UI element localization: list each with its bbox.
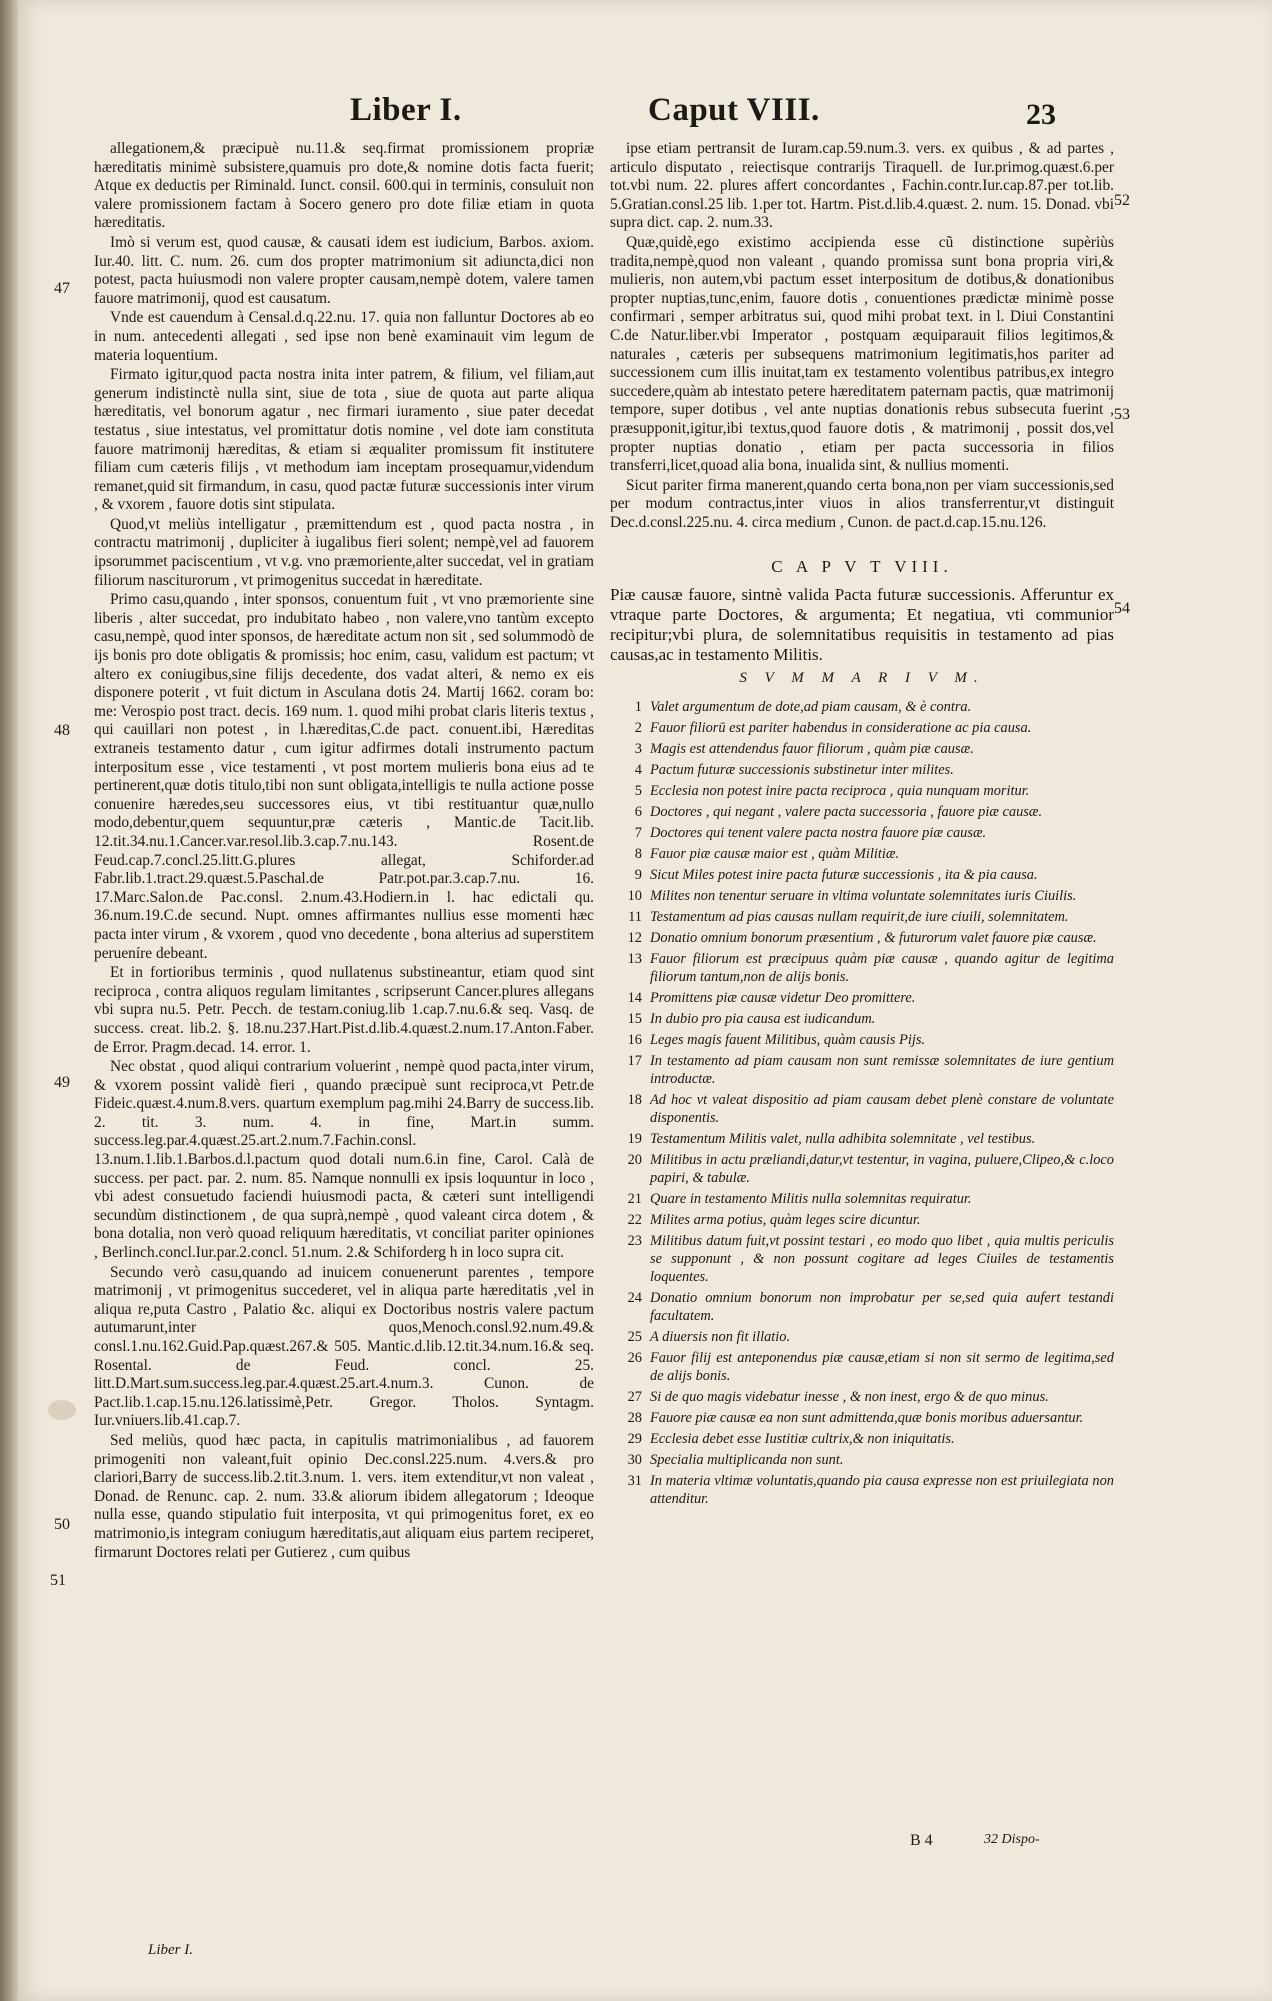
summary-item-text: In dubio pro pia causa est iudicandum. [650,1010,876,1027]
summary-item-number: 3 [634,740,642,757]
paragraph: Nec obstat , quod aliqui contrarium voluerint , nempè quod pacta,inter virum, & vxorem possint validè fieri , quando præcipuè sunt reciproca,vt Petr.de Fideic.quæst.4.num.8.vers. quartum exemplum pag.mihi 24.Barry de success.lib. 2. tit. 3. num. 4. in fine, Mart.in summ. success.leg.par.4.quæst.25.art.2.num.7.Fachin.consl. 13.num.1.lib.1.Barbos.d.l.pactum quod dotali num.6.in fine, Carol. Calà de success. per pact. par. 2. num. 85. Namque nonnulli ex ipsis loquuntur in loco , vbi adest consuetudo faciendi huiusmodi pacta, & cæteri sunt intelligendi secundùm distinctionem , de qua suprà,nempè , quod valeant circa dotem , & bona dotalia, non verò quoad reliquum hæreditatis, vt conciliat pariter opiniones , Berlinch.concl.Iur.par.2.concl. 51.num. 2.& Schiforderg h in loco supra cit. [94,1058,594,1262]
summary-item [610,1328,1114,1346]
summary-item [610,1232,1114,1286]
margin-number: 51 [50,1572,66,1589]
margin-number: 53 [1114,406,1130,423]
summary-item-number: 31 [627,1472,642,1489]
summary-item-number: 21 [627,1190,642,1207]
paragraph: Secundo verò casu,quando ad inuicem conuenerunt parentes , tempore matrimonij , vt primogenitus succederet, vel in aliqua parte hæreditatis ,vel in aliqua re,puta Castro , Palatio &c. aliqui ex Doctoribus nostris valere pactum autumarunt,inter quos,Menoch.consl.92.num.49.& consl.1.nu.162.Guid.Pap.quæst.267.& 505. Mantic.d.lib.12.tit.34.num.16.& seq. Rosental. de Feud. concl. 25. litt.D.Mart.sum.success.leg.par.4.quæst.25.art.4.num.3. Cunon. de Pact.lib.1.cap.15.nu.126.latissimè,Petr. Gregor. Tholos. Syntagm. Iur.vniuers.lib.41.cap.7. [94,1263,594,1430]
summary-item-text: Valet argumentum de dote,ad piam causam, & è contra. [650,698,972,715]
paragraph: ipse etiam pertransit de Iuram.cap.59.num.3. vers. ex quibus , & ad partes , articulo disputato , reiectisque contrarijs Tiraquell. de Iur.primog.quæst.6.per tot.vbi num. 22. plures affert concordantes , Fachin.contr.Iur.cap.87.per tot.lib. 5.Gratian.consl.25 lib. 1.per tot. Hartm. Pist.d.lib.4.quæst. 2. num. 15. Donad. vbi supra dict. cap. 2. num.33. [610,140,1114,232]
summary-item [610,1451,1114,1469]
paper-stain [48,1400,76,1420]
right-text-column [610,140,1114,1800]
paragraph: allegationem,& præcipuè nu.11.& seq.firmat promissionem propriæ hæreditatis minimè subsistere,quamuis pro dote,& nomine dotis facta fuerit; Atque ex deductis per Riminald. Iunct. consil. 600.qui in terminis, consuluit non valere promissionem factam à Socero genero pro dote filiæ etiam in quota hæreditatis. [94,140,594,232]
margin-number: 49 [54,1074,70,1091]
summary-item-text: Ad hoc vt valeat dispositio ad piam causam debet plenè constare de voluntate disponentis. [650,1091,1114,1126]
left-text-column [94,140,594,1932]
page-number: 23 [1026,98,1056,131]
summary-item-number: 10 [627,887,642,904]
summary-item-text: Ecclesia debet esse Iustitiæ cultrix,& non iniquitatis. [650,1430,955,1447]
summary-item-text: Leges magis fauent Militibus, quàm causis Pijs. [650,1031,926,1048]
summary-item-text: Donatio omnium bonorum non improbatur per se,sed quia aufert testandi facultatem. [650,1289,1114,1324]
chapter-title: C A P V T VIII. [771,557,953,577]
summary-item-number: 4 [634,761,642,778]
summary-item [610,740,1114,758]
summary-item-text: Promittens piæ causæ videtur Deo promittere. [650,989,916,1006]
summary-item-text: Testamentum Militis valet, nulla adhibita solemnitate , vel testibus. [650,1130,1036,1147]
paragraph: Imò si verum est, quod causæ, & causati idem est iudicium, Barbos. axiom. Iur.40. litt. C. num. 26. cum dos propter matrimonium sit adiuncta,dici non potest, pacta huiusmodi non valere propter causam,nempè dotem, valere tamen fauore matrimonij, quod est causatum. [94,233,594,307]
summary-item [610,1409,1114,1427]
summary-item-text: Fauor filij est anteponendus piæ causæ,etiam si non sit sermo de legitima,sed de alijs bonis. [650,1349,1114,1384]
summary-item-text: Testamentum ad pias causas nullam requirit,de iure ciuili, solemnitatem. [650,908,1069,925]
summary-item-text: Fauore piæ causæ ea non sunt admittenda,quæ bonis moribus aduersantur. [650,1409,1084,1426]
chapter-description: Piæ causæ fauore, sintnè valida Pacta futuræ successionis. Afferuntur ex vtraque parte Doctores, & argumenta; Et negatiua, vti communior recipitur;vbi plura, de solemnitatibus requisitis in testamento ad pias causas,ac in testamento Militis. [610,585,1114,665]
summary-item [610,719,1114,737]
summary-item-text: Fauor filiorū est pariter habendus in consideratione ac pia causa. [650,719,1032,736]
summary-item [610,1430,1114,1448]
margin-number: 50 [54,1516,70,1533]
summary-item-text: Doctores , qui negant , valere pacta successoria , fauore piæ causæ. [650,803,1043,820]
summary-item-number: 15 [627,1010,642,1027]
summary-item-number: 16 [627,1031,642,1048]
summary-item [610,698,1114,716]
summary-item-text: Milites arma potius, quàm leges scire dicuntur. [650,1211,921,1228]
summary-item-number: 29 [627,1430,642,1447]
summary-item [610,1010,1114,1028]
summary-item-text: Fauor piæ causæ maior est , quàm Militiæ. [650,845,900,862]
summary-item-number: 28 [627,1409,642,1426]
summary-item-number: 17 [627,1052,642,1069]
summary-item-number: 8 [634,845,642,862]
summary-item-text: Fauor filiorum est præcipuus quàm piæ causæ , quando agitur de legitima filiorum tantum,non de alijs bonis. [650,950,1114,985]
summary-item-text: Donatio omnium bonorum præsentium , & futurorum valet fauore piæ causæ. [650,929,1097,946]
summary-item-text: Si de quo magis videbatur inesse , & non inest, ergo & de quo minus. [650,1388,1049,1405]
summary-item [610,1211,1114,1229]
summary-item-text: Militibus datum fuit,vt possint testari , eo modo quo libet , quia multis periculis se supponunt , & non possunt cogitare ad leges Ciuiles de testamentis loquentes. [650,1232,1114,1285]
signature-mark: B 4 [910,1832,933,1849]
running-head-left: Liber I. [350,92,462,128]
summary-item-text: In materia vltimæ voluntatis,quando pia causa expresse non est priuilegiata non attenditur. [650,1472,1114,1507]
summary-item-number: 27 [627,1388,642,1405]
summary-item-number: 23 [627,1232,642,1249]
summary-item-text: Doctores qui tenent valere pacta nostra fauore piæ causæ. [650,824,987,841]
summary-item [610,824,1114,842]
running-header [18,92,1272,144]
paragraph: Quod,vt meliùs intelligatur , præmittendum est , quod pacta nostra , in contractu matrimonij , dupliciter à iugalibus fieri solent; nempè,vel ad fauorem ipsorummet paciscentium , vt v.g. vno præmoriente,alter succedat, vel in gratiam filiorum nasciturorum , vt primogenitus succedat in hæreditate. [94,515,594,589]
paragraph: Primo casu,quando , inter sponsos, conuentum fuit , vt vno præmoriente sine liberis , alter succedat, pro indubitato habeo , non valere,vno tantùm excepto casu,nempè, quod inter sponsos, de hæreditate actum non sit , sed solummodò de ijs bonis pro dote obligatis & promissis; hoc enim, casu, validum est pactum; vt altero ex coniugibus,sine filijs decedente, dos vadat alteri, & nemo ex eis disponere poterit , vt fuit dictum in Asculana dotis 24. Martij 1662. coram bo: me: Verospio post tract. decis. 169 num. 1. quod mihi probat claris literis textus , qui cauillari non potest , in l.hæreditas,C.de pact. conuent.ibi, Hæreditas extraneis testamento datur , cum igitur adfirmes dotali instrumento pactum interpositum esse , vice testamenti , vt post mortem mulieris bona eius ad te pertinerent,quæ dotis titulo,tibi non sunt obligata,intelligis te nulla actione posse conuenire hæredes,seu successores eius, vt tibi restituantur quæ,nullo modo,debentur,quem sequuntur,præ cæteris , Mantic.de Tacit.lib. 12.tit.34.nu.1.Cancer.var.resol.lib.3.cap.7.nu.143. Rosent.de Feud.cap.7.concl.25.litt.G.plures allegat, Schiforder.ad Fabr.lib.1.tract.29.quæst.5.Paschal.de Patr.pot.par.3.cap.7.nu. 16. 17.Marc.Salon.de Pac.consl. 2.num.43.Hodiern.in l. hac edictali qu. 36.num.19.C.de secund. Nupt. omnes affirmantes nullius esse momenti hæc pacta inter virum , & vxorem , quod vno decedente , bona alterius ad superstitem perueníre debeant. [94,591,594,962]
summary-item-number: 2 [634,719,642,736]
summary-item-number: 13 [627,950,642,967]
summary-item-number: 30 [627,1451,642,1468]
margin-number: 47 [54,280,70,297]
summary-item [610,887,1114,905]
summary-list [610,698,1114,1508]
summary-item [610,1052,1114,1088]
summary-item-text: Specialia multiplicanda non sunt. [650,1451,844,1468]
summary-item-text: Pactum futuræ successionis substinetur inter milites. [650,761,954,778]
paragraph: Sicut pariter firma manerent,quando certa bona,non per viam successionis,sed per modum contractus,inter viuos in alios transferrentur,vt distinguit Dec.d.consl.225.nu. 4. circa medium , Cunon. de pact.d.cap.15.nu.126. [610,476,1114,531]
summary-item [610,908,1114,926]
book-page [18,0,1272,2001]
summary-item [610,950,1114,986]
summary-item-number: 5 [634,782,642,799]
summary-item [610,929,1114,947]
summary-title: S V M M A R I V M. [739,670,985,687]
paragraph: Et in fortioribus terminis , quod nullatenus substineantur, etiam quod sint reciproca , contra aliquos regulam limitantes , scripserunt Cancer.plures allegans vbi supra nu.5. Petr. Pecch. de testam.coniug.lib 1.cap.7.nu.6.& seq. Vasq. de success. creat. lib.2. §. 18.nu.237.Hart.Pist.d.lib.4.quæst.2.num.17.Anton.Faber. de Error. Pragm.decad. 14. error. 1. [94,964,594,1056]
margin-number: 54 [1114,600,1130,617]
summary-item [610,1388,1114,1406]
summary-item-number: 24 [627,1289,642,1306]
margin-number: 52 [1114,192,1130,209]
summary-item [610,761,1114,779]
summary-item-number: 26 [627,1349,642,1366]
summary-item [610,1190,1114,1208]
summary-item-number: 25 [627,1328,642,1345]
summary-item-text: A diuersis non fit illatio. [650,1328,791,1345]
summary-item-number: 11 [628,908,642,925]
summary-item [610,1130,1114,1148]
summary-item-number: 9 [634,866,642,883]
catchword-left: Liber I. [148,1942,193,1958]
summary-item [610,989,1114,1007]
catchword-right: 32 Dispo- [984,1832,1040,1847]
summary-item [610,782,1114,800]
margin-number: 48 [54,722,70,739]
summary-item [610,1091,1114,1127]
summary-item-number: 20 [627,1151,642,1168]
summary-item-number: 14 [627,989,642,1006]
summary-item-text: Militibus in actu præliandi,datur,vt testentur, in vagina, puluere,Clipeo,& c.loco papiri, & tabulæ. [650,1151,1114,1186]
summary-item [610,866,1114,884]
paragraph: Quæ,quidè,ego existimo accipienda esse cũ distinctione supèriùs tradita,nempè,quod non valeant , quando promissa sunt bona propria viri,& mulieris, non autem,vbi pactum esset interpositum de dotibus,& donationibus propter nuptias,tunc,enim, fauore dotis , conuentiones prædictæ minimè posse confirmari , semper arbitratus sui, quod mihi probat text. in l. Diui Constantini C.de Natur.liber.vbi Imperator , postquam æquiparauit filios legitimos,& naturales , cæteris per subsequens matrimonium legitimatis,hos pariter ad successionem cum illis inuitat,tam ex testamento volentibus patribus,ex integro succedere,quàm ab intestato petere hæreditatem paternam pactis, quæ matrimonij tempore, super dotibus , vel ante nuptias donationis rebus subsecuta fuerint , præsupponit,igitur,ibi textus,quod fauore dotis , & matrimonij , possit dos,vel propter nuptias donatio , etiam per pacta successoria in filios transferri,licet,quoad alia bona, inualida sint, & nullius momenti. [610,233,1114,475]
summary-item [610,803,1114,821]
paragraph: Sed meliùs, quod hæc pacta, in capitulis matrimonialibus , ad fauorem primogeniti non valeant,fuit opinio Dec.consl.225.num. 4.vers.& pro clariori,Barry de success.lib.2.tit.3.num. 1. vers. item extenditur,vt non valeat , Donad. de Renunc. cap. 2. num. 33.& aliorum ibidem allegatorum ; Ideoque nulla esse, quando stipulatio fuit interposita, vt qui primogenitus foret, ex eo matrimonio,is integram coniugum hæreditatis,aut aliquam eius partem reciperet, firmarunt Doctores relati per Gutierez , cum quibus [94,1431,594,1561]
summary-item-text: Sicut Miles potest inire pacta futuræ successionis , ita & pia causa. [650,866,1038,883]
summary-item-number: 18 [627,1091,642,1108]
summary-item-text: Magis est attendendus fauor filiorum , quàm piæ causæ. [650,740,974,757]
summary-item-number: 22 [627,1211,642,1228]
summary-item [610,845,1114,863]
summary-item-text: Milites non tenentur seruare in vltima voluntate solemnitates iuris Ciuilis. [650,887,1077,904]
paragraph: Vnde est cauendum à Censal.d.q.22.nu. 17. quia non falluntur Doctores ab eo in num. antecedenti allegati , sed ipse non benè examinauit vim legum de materia loquentium. [94,309,594,364]
summary-item-number: 6 [634,803,642,820]
summary-item-text: Quare in testamento Militis nulla solemnitas requiratur. [650,1190,972,1207]
summary-item-number: 19 [627,1130,642,1147]
summary-item-number: 12 [627,929,642,946]
summary-item [610,1349,1114,1385]
summary-item [610,1472,1114,1508]
summary-item [610,1151,1114,1187]
paragraph: Firmato igitur,quod pacta nostra inita inter patrem, & filium, vel filiam,aut generum indistinctè nulla sint, siue de tota , siue de quota aut parte aliqua hæreditatis, vel bonorum agatur , nec firmari iuramento , siue pater decedat testatus , siue intestatus, vel promittatur dotis nomine , vel dote iam constituta fauore matrimonij hæreditas, & etiam si æqualiter promissum fit institutere filiam cum cæteris filijs , vt methodum iam inceptam prosequamur,videndum remanet,quid sit firmandum, in casu, quod pactæ futuræ successionis inter virum , & vxorem , fauore dotis sint stipulata. [94,366,594,514]
summary-item [610,1031,1114,1049]
summary-item-text: In testamento ad piam causam non sunt remissæ solemnitates de iure gentium introductæ. [650,1052,1114,1087]
summary-item-text: Ecclesia non potest inire pacta reciproca , quia nunquam moritur. [650,782,1030,799]
running-head-right: Caput VIII. [648,92,820,128]
summary-item-number: 1 [634,698,642,715]
summary-item-number: 7 [634,824,642,841]
summary-item [610,1289,1114,1325]
